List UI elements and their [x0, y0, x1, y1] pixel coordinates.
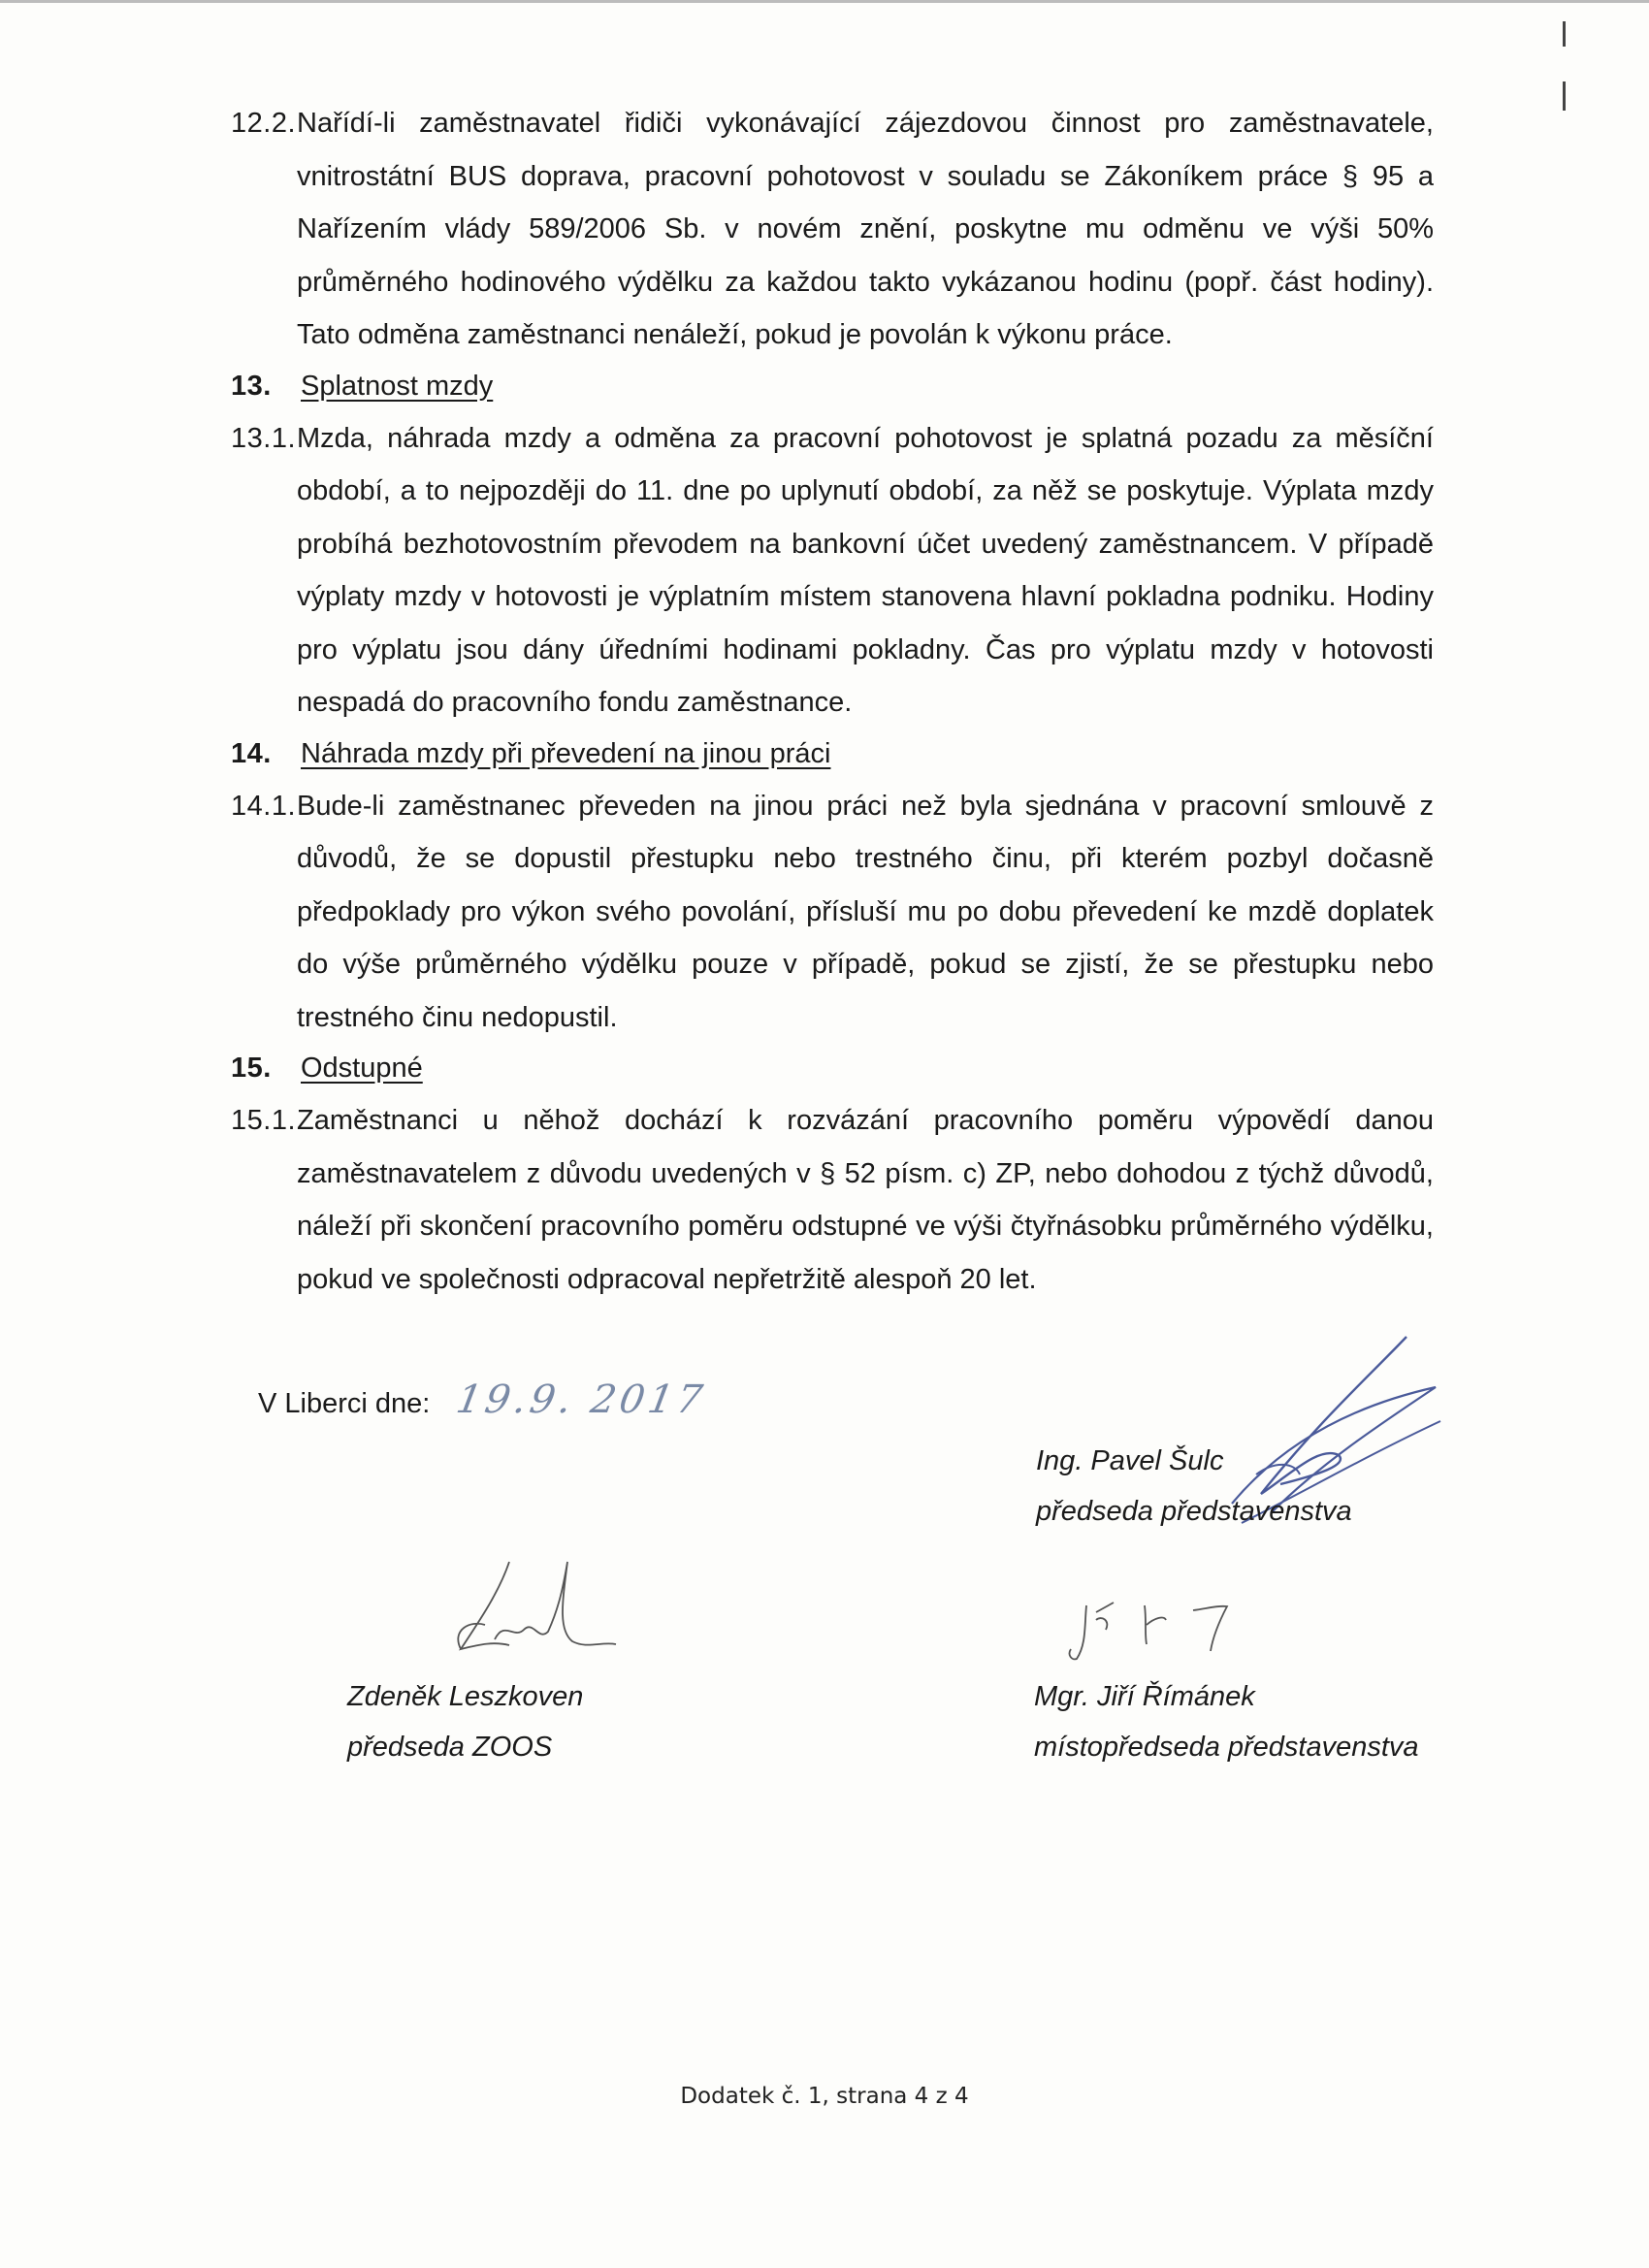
section-heading — [231, 1042, 1434, 1094]
document-body — [231, 97, 1434, 1306]
clause-number: 14.1. — [231, 790, 296, 822]
section-heading — [231, 728, 1434, 780]
signatory-leszkoven — [347, 1671, 583, 1772]
signatory-name: Mgr. Jiří Římánek — [1034, 1681, 1255, 1712]
signature-rimanek — [1057, 1591, 1251, 1669]
signatory-name: Zdeněk Leszkoven — [347, 1681, 584, 1712]
scan-top-edge — [0, 0, 1649, 3]
section-number: 15. — [231, 1053, 272, 1084]
clause-text: Bude-li zaměstnanec převeden na jinou práci než byla sjednána v pracovní smlouvě z důvodů, že se dopustil přestupku nebo trestného činu, při kterém pozbyl dočasně předpoklady pro výkon svého povolání, přísluší mu po dobu převedení ke mzdě doplatek do výše průměrného výdělku pouze v případě, pokud se zjistí, že se přestupku nebo trestného činu nedopustil. — [297, 790, 1434, 1033]
scan-edge-mark — [1563, 21, 1566, 47]
clause-paragraph — [231, 97, 1434, 362]
scan-edge-mark — [1563, 81, 1566, 111]
clause-text: Nařídí-li zaměstnavatel řidiči vykonávající zájezdovou činnost pro zaměstnavatele, vnitrostátní BUS doprava, pracovní pohotovost v souladu se Zákoníkem práce § 95 a Nařízením vlády 589/2006 Sb. v novém znění, poskytne mu odměnu ve výši 50% průměrného hodinového výdělku za každou takto vykázanou hodinu (popř. část hodiny). Tato odměna zaměstnanci nenáleží, pokud je povolán k výkonu práce. — [297, 108, 1434, 350]
clause-paragraph — [231, 412, 1434, 729]
clause-number: 15.1. — [231, 1105, 296, 1136]
page-footer: Dodatek č. 1, strana 4 z 4 — [680, 2084, 969, 2109]
signature-leszkoven — [441, 1552, 626, 1669]
clause-number: 13.1. — [231, 422, 296, 454]
section-heading — [231, 360, 1434, 412]
clause-number: 12.2. — [231, 108, 296, 139]
clause-text: Mzda, náhrada mzdy a odměna za pracovní pohotovost je splatná pozadu za měsíční období, a to nejpozději do 11. dne po uplynutí období, za něž se poskytuje. Výplata mzdy probíhá bezhotovostním převodem na bankovní účet uvedený zaměstnancem. V případě výplaty mzdy v hotovosti je výplatním místem stanovena hlavní pokladna podniku. Hodiny pro výplatu jsou dány úředními hodinami pokladny. Čas pro výplatu mzdy v hotovosti nespadá do pracovního fondu zaměstnance. — [297, 422, 1434, 718]
signatory-role: předseda představenstva — [1036, 1496, 1352, 1527]
section-title: Náhrada mzdy při převedení na jinou práci — [301, 737, 831, 769]
section-title: Odstupné — [301, 1053, 423, 1084]
clause-text: Zaměstnanci u něhož dochází k rozvázání pracovního poměru výpovědí danou zaměstnavatelem z důvodu uvedených v § 52 písm. c) ZP, nebo dohodou z týchž důvodů, náleží při skončení pracovního poměru odstupné ve výši čtyřnásobku průměrného výdělku, pokud ve společnosti odpracoval nepřetržitě alespoň 20 let. — [297, 1105, 1434, 1295]
signatory-name: Ing. Pavel Šulc — [1036, 1445, 1224, 1476]
section-title: Splatnost mzdy — [301, 370, 494, 402]
place-date — [258, 1377, 710, 1422]
clause-paragraph — [231, 1094, 1434, 1306]
handwritten-date: 19.9. 2017 — [453, 1377, 710, 1422]
signatory-role: místopředseda představenstva — [1034, 1732, 1419, 1763]
place-date-label: V Liberci dne: — [258, 1388, 431, 1419]
section-number: 14. — [231, 737, 272, 769]
section-number: 13. — [231, 370, 272, 402]
signatory-role: předseda ZOOS — [347, 1732, 553, 1763]
signatory-sulc — [1036, 1436, 1352, 1537]
signatory-rimanek — [1034, 1671, 1419, 1772]
clause-paragraph — [231, 780, 1434, 1045]
